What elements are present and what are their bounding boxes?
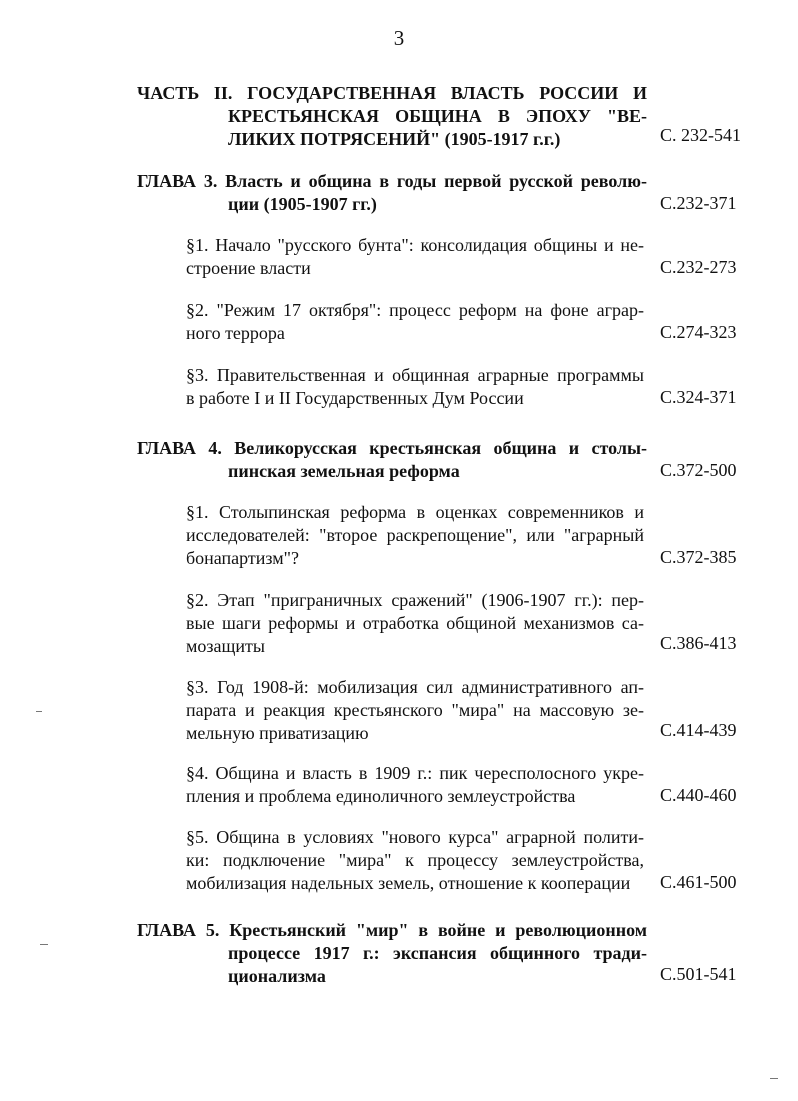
part-heading-line: КРЕСТЬЯНСКАЯ ОБЩИНА В ЭПОХУ "ВЕ-: [228, 106, 647, 126]
chapter-heading-line: ГЛАВА 5. Крестьянский "мир" в войне и революционном: [137, 920, 647, 940]
chapter-4-section-5-pages: С.461-500: [660, 872, 737, 892]
section-line: строение власти: [186, 258, 311, 278]
chapter-3-section-1-pages: С.232-273: [660, 257, 737, 277]
chapter-4-pages: С.372-500: [660, 460, 737, 480]
section-line: §2. Этап "приграничных сражений" (1906-1907 гг.): пер-: [186, 590, 644, 610]
chapter-4-section-1-pages: С.372-385: [660, 547, 737, 567]
section-line: бонапартизм"?: [186, 548, 300, 568]
chapter-4-heading: [137, 437, 647, 483]
chapter-3-section-2: [186, 299, 644, 345]
section-line: §1. Начало "русского бунта": консолидация общины и не-: [186, 235, 644, 255]
chapter-5-heading: [137, 919, 647, 988]
scan-speck: [770, 1078, 778, 1079]
section-line: пления и проблема единоличного землеустройства: [186, 786, 576, 806]
chapter-4-section-2: [186, 589, 644, 658]
chapter-4-section-2-pages: С.386-413: [660, 633, 737, 653]
chapter-4-section-1: [186, 501, 644, 570]
chapter-4-section-4: [186, 762, 644, 808]
section-line: §3. Правительственная и общинная аграрные программы: [186, 365, 644, 385]
chapter-heading-line: ГЛАВА 4. Великорусская крестьянская община и столы-: [137, 438, 647, 458]
chapter-3-section-2-pages: С.274-323: [660, 322, 737, 342]
page-number: 3: [393, 26, 405, 50]
chapter-3-pages: С.232-371: [660, 193, 737, 213]
chapter-4-section-3-pages: С.414-439: [660, 720, 737, 740]
section-line: в работе I и II Государственных Дум России: [186, 388, 524, 408]
section-line: §3. Год 1908-й: мобилизация сил административного ап-: [186, 677, 644, 697]
chapter-4-section-5: [186, 826, 644, 895]
section-line: вые шаги реформы и отработка общиной механизмов са-: [186, 613, 644, 633]
section-line: парата и реакция крестьянского "мира" на массовую зе-: [186, 700, 644, 720]
part-heading: [137, 82, 647, 151]
chapter-4-section-4-pages: С.440-460: [660, 785, 737, 805]
chapter-heading-line: ционализма: [228, 966, 326, 986]
section-line: §2. "Режим 17 октября": процесс реформ на фоне аграр-: [186, 300, 644, 320]
chapter-heading-line: ции (1905-1907 гг.): [228, 194, 377, 214]
section-line: мобилизация надельных земель, отношение к кооперации: [186, 873, 631, 893]
part-heading-line: ЛИКИХ ПОТРЯСЕНИЙ" (1905-1917 г.г.): [228, 129, 561, 149]
scan-speck: [40, 944, 48, 945]
chapter-5-pages: С.501-541: [660, 964, 737, 984]
section-line: §1. Столыпинская реформа в оценках современников и: [186, 502, 644, 522]
scan-speck: [36, 711, 42, 712]
chapter-3-heading: [137, 170, 647, 216]
chapter-3-section-3-pages: С.324-371: [660, 387, 737, 407]
chapter-heading-line: ГЛАВА 3. Власть и община в годы первой русской револю-: [137, 171, 647, 191]
section-line: §5. Община в условиях "нового курса" аграрной полити-: [186, 827, 644, 847]
part-heading-line: ЧАСТЬ II. ГОСУДАРСТВЕННАЯ ВЛАСТЬ РОССИИ И: [137, 83, 647, 103]
section-line: §4. Община и власть в 1909 г.: пик чересполосного укре-: [186, 763, 644, 783]
section-line: ки: подключение "мира" к процессу землеустройства,: [186, 850, 644, 870]
section-line: ного террора: [186, 323, 285, 343]
section-line: мельную приватизацию: [186, 723, 369, 743]
chapter-3-section-3: [186, 364, 644, 410]
section-line: мозащиты: [186, 636, 265, 656]
part-pages: С. 232-541: [660, 125, 741, 145]
chapter-3-section-1: [186, 234, 644, 280]
chapter-heading-line: процессе 1917 г.: экспансия общинного тради-: [228, 943, 647, 963]
section-line: исследователей: "второе раскрепощение", или "аграрный: [186, 525, 644, 545]
chapter-heading-line: пинская земельная реформа: [228, 461, 460, 481]
chapter-4-section-3: [186, 676, 644, 745]
